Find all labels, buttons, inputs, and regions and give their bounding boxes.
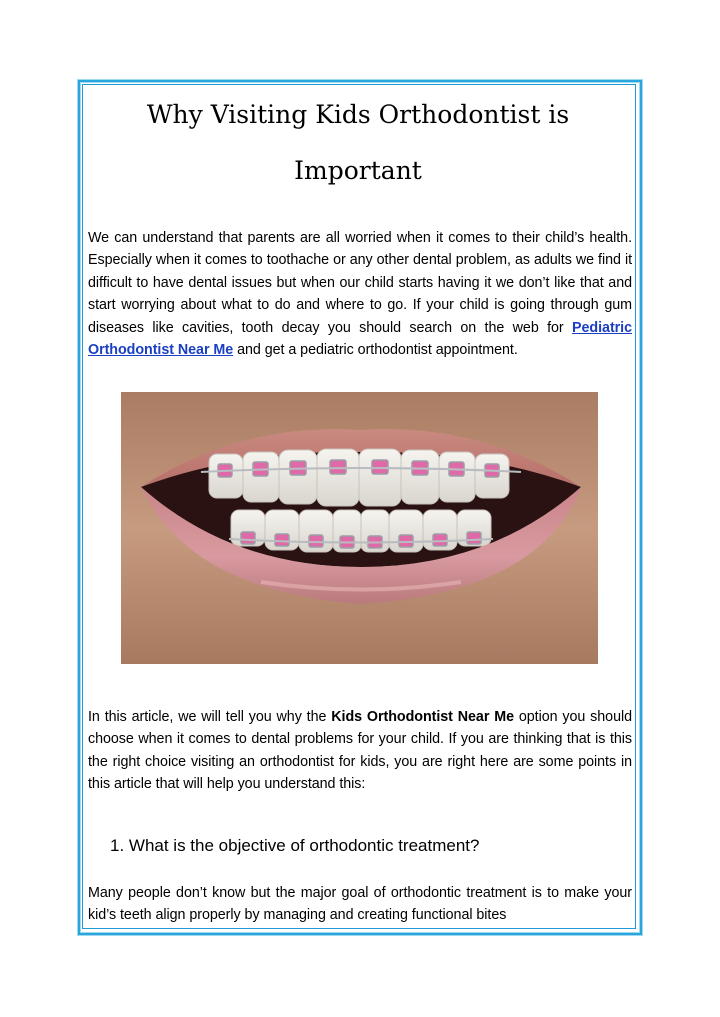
page-title-line-1: Why Visiting Kids Orthodontist is: [146, 100, 570, 129]
article-text: In this article, we will tell you why the: [88, 709, 332, 725]
intro-text-end: and get a pediatric orthodontist appointment.: [233, 342, 518, 359]
article-text-end: option you should choose when it comes to dental problems for your child. If you are thinking that is this the right choice visiting an orthodontist for kids, you are right here are some points in this article that will help you understand this:: [88, 709, 632, 793]
smile-with-braces-image: [121, 392, 598, 664]
article-paragraph: [88, 706, 632, 796]
intro-text: We can understand that parents are all worried when it comes to their child’s health. Especially when it comes to toothache or any other dental problem, as adults we find it difficult to have dental issues but when our child starts having it we don’t like that and start worrying about what to do and where to go. If your child is going through gum diseases like cavities, tooth decay you should search on the web for: [88, 230, 632, 336]
list-item-objective: 1. What is the objective of orthodontic treatment?: [110, 836, 480, 855]
objective-paragraph: Many people don’t know but the major goal of orthodontic treatment is to make your kid’s teeth align properly by managing and creating functional bites: [88, 885, 632, 924]
intro-paragraph: [88, 227, 632, 361]
braces-photo: [121, 392, 598, 664]
kids-orthodontist-bold: Kids Orthodontist Near Me: [331, 709, 514, 725]
page-title-line-2: Important: [294, 156, 422, 185]
pediatric-orthodontist-link[interactable]: Pediatric Orthodontist Near Me: [88, 319, 632, 359]
